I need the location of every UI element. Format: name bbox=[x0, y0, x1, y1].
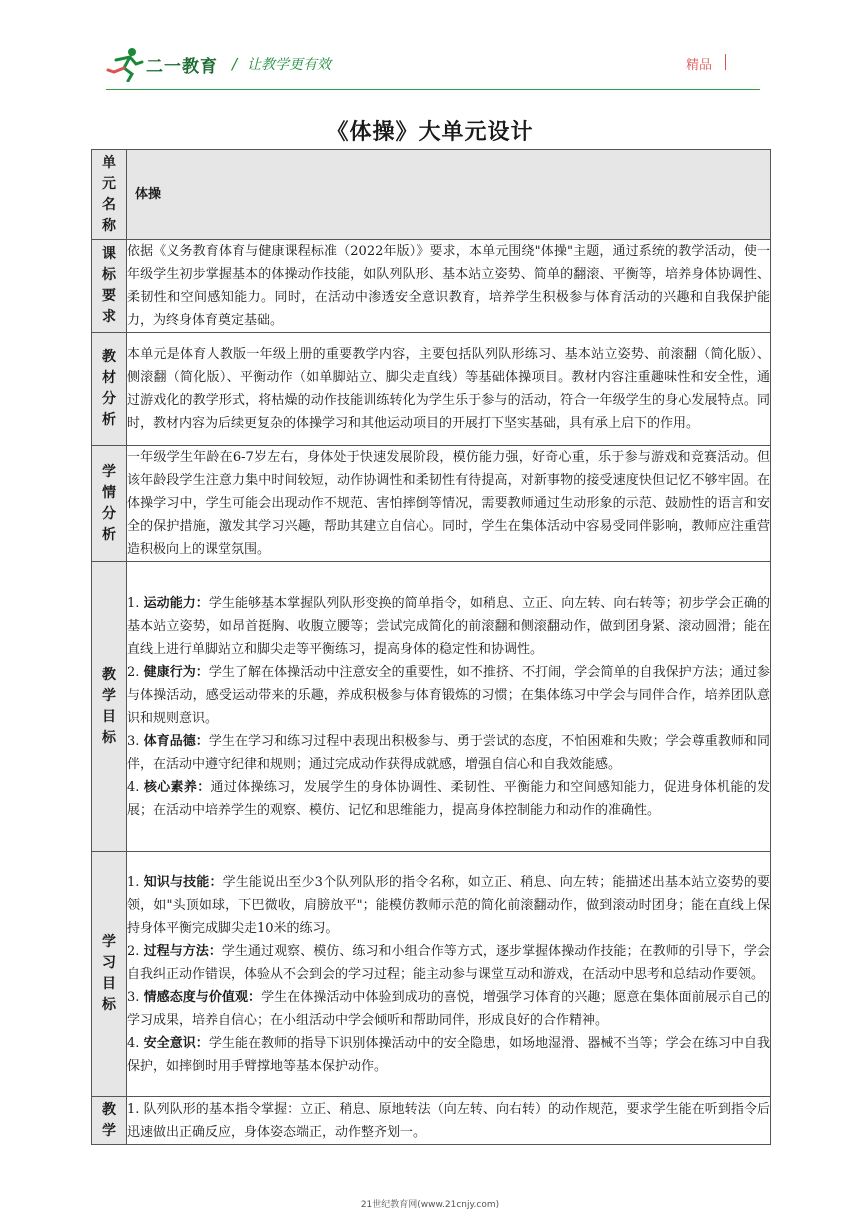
list-item: 3. 体育品德：学生在学习和练习过程中表现出积极参与、勇于尝试的态度，不怕困难和失败；学会尊重教师和同伴，在活动中遵守纪律和规则；通过完成动作获得成就感，增强自信心和自我效能感。 bbox=[127, 733, 770, 772]
key-points-text: 1. 队列队形的基本指令掌握：立正、稍息、原地转法（向左转、向右转）的动作规范，要求学生能在听到指令后迅速做出正确反应，身体姿态端正，动作整齐划一。 bbox=[127, 1097, 771, 1145]
quality-badge: 精品 bbox=[686, 58, 713, 73]
label-textbook: 教材分析 bbox=[92, 333, 127, 446]
row-students bbox=[92, 446, 771, 562]
row-unit-name bbox=[92, 150, 771, 240]
label-students: 学情分析 bbox=[92, 446, 127, 562]
list-item: 4. 核心素养：通过体操练习，发展学生的身体协调性、柔韧性、平衡能力和空间感知能力，促进身体机能的发展；在活动中培养学生的观察、模仿、记忆和思维能力，提高身体控制能力和动作的准确性。 bbox=[127, 779, 770, 818]
page-header bbox=[0, 0, 860, 95]
teaching-goals-list bbox=[127, 562, 771, 852]
header-slogan: 让教学更有效 bbox=[247, 57, 332, 73]
running-figure-icon bbox=[106, 46, 144, 82]
list-item: 1. 知识与技能：学生能说出至少3个队列队形的指令名称，如立正、稍息、向左转；能描述出基本站立姿势的要领，如"头顶如球，下巴微收，肩膀放平"；能模仿教师示范的简化前滚翻动作，做到滚动时团身；能在直线上保持身体平衡完成脚尖走10米的练习。 bbox=[127, 874, 770, 936]
list-item: 2. 健康行为：学生了解在体操活动中注意安全的重要性，如不推挤、不打闹，学会简单的自我保护方法；通过参与体操活动，感受运动带来的乐趣，养成积极参与体育锻炼的习惯；在集体练习中学会与同伴合作，培养团队意识和规则意识。 bbox=[127, 664, 770, 726]
list-item: 4. 安全意识：学生能在教师的指导下识别体操活动中的安全隐患，如场地湿滑、器械不当等；学会在练习中自我保护，如摔倒时用手臂撑地等基本保护动作。 bbox=[127, 1035, 770, 1074]
learning-goals-list bbox=[127, 852, 771, 1097]
list-item: 1. 运动能力：学生能够基本掌握队列队形变换的简单指令，如稍息、立正、向左转、向右转等；初步学会正确的基本站立姿势，如昂首挺胸、收腹立腰等；尝试完成简化的前滚翻和侧滚翻动作，做到团身紧、滚动圆滑；能在直线上进行单脚站立和脚尖走等平衡练习，提高身体的稳定性和协调性。 bbox=[127, 595, 770, 657]
row-key-points bbox=[92, 1097, 771, 1145]
page-footer: 21世纪教育网(www.21cnjy.com) bbox=[360, 1200, 500, 1210]
students-text: 一年级学生年龄在6-7岁左右，身体处于快速发展阶段，模仿能力强，好奇心重，乐于参与游戏和竞赛活动。但该年龄段学生注意力集中时间较短，动作协调性和柔韧性有待提高，对新事物的接受速度快但记忆不够牢固。在体操学习中，学生可能会出现动作不规范、害怕摔倒等情况，需要教师通过生动形象的示范、鼓励性的语言和安全的保护措施，激发其学习兴趣，帮助其建立自信心。同时，学生在集体活动中容易受同伴影响，教师应注重营造积极向上的课堂氛围。 bbox=[127, 446, 771, 562]
badge-divider bbox=[725, 54, 726, 70]
logo bbox=[106, 44, 331, 84]
document-title: 《体操》大单元设计 bbox=[326, 120, 534, 145]
list-item: 3. 情感态度与价值观：学生在体操活动中体验到成功的喜悦，增强学习体育的兴趣；愿意在集体面前展示自己的学习成果，培养自信心；在小组活动中学会倾听和帮助同伴，形成良好的合作精神。 bbox=[127, 989, 770, 1028]
header-rule bbox=[106, 89, 760, 90]
row-curriculum bbox=[92, 240, 771, 333]
label-teaching-goals: 教学目标 bbox=[92, 562, 127, 852]
unit-name-value: 体操 bbox=[127, 150, 771, 240]
label-unit-name: 单元名称 bbox=[92, 150, 127, 240]
label-learning-goals: 学习目标 bbox=[92, 852, 127, 1097]
textbook-text: 本单元是体育人教版一年级上册的重要教学内容，主要包括队列队形练习、基本站立姿势、前滚翻（简化版）、侧滚翻（简化版）、平衡动作（如单脚站立、脚尖走直线）等基础体操项目。教材内容注重趣味性和安全性，通过游戏化的教学形式，将枯燥的动作技能训练转化为学生乐于参与的活动，符合一年级学生的身心发展特点。同时，教材内容为后续更复杂的体操学习和其他运动项目的开展打下坚实基础，具有承上启下的作用。 bbox=[127, 333, 771, 446]
row-teaching-goals bbox=[92, 562, 771, 852]
row-textbook bbox=[92, 333, 771, 446]
header-separator: / bbox=[232, 55, 238, 73]
label-curriculum: 课标要求 bbox=[92, 240, 127, 333]
row-learning-goals bbox=[92, 852, 771, 1097]
logo-text: 二一教育 bbox=[146, 56, 218, 77]
label-key-points: 教学 bbox=[92, 1097, 127, 1145]
curriculum-text: 依据《义务教育体育与健康课程标准（2022年版）》要求，本单元围绕"体操"主题，通过系统的教学活动，使一年级学生初步掌握基本的体操动作技能，如队列队形、基本站立姿势、简单的翻滚、平衡等，培养身体协调性、柔韧性和空间感知能力。同时，在活动中渗透安全意识教育，培养学生积极参与体育活动的兴趣和自我保护能力，为终身体育奠定基础。 bbox=[127, 240, 771, 333]
list-item: 2. 过程与方法：学生通过观察、模仿、练习和小组合作等方式，逐步掌握体操动作技能；在教师的引导下，学会自我纠正动作错误，体验从不会到会的学习过程；能主动参与课堂互动和游戏，在活动中思考和总结动作要领。 bbox=[127, 943, 770, 982]
unit-design-table bbox=[91, 149, 771, 1145]
